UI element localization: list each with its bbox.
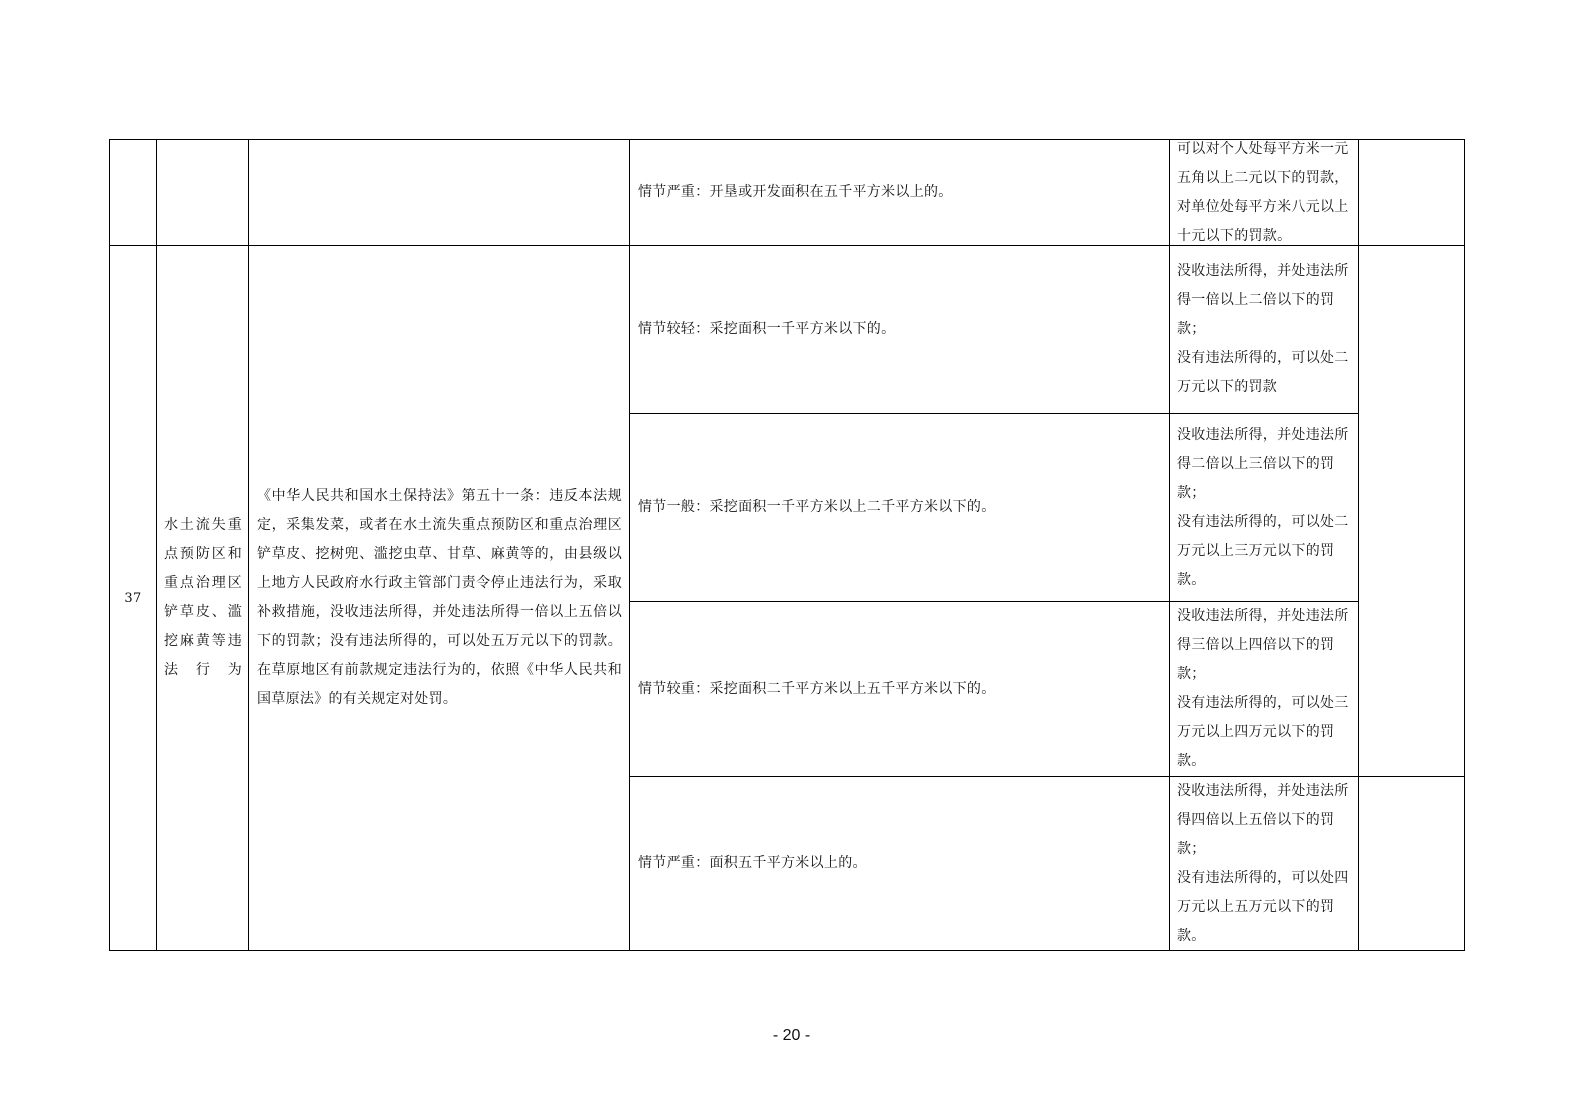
penalty-text: 没收违法所得，并处违法所得三倍以上四倍以下的罚款； 没有违法所得的，可以处三万元以上四万元以下的罚款。: [1177, 608, 1349, 769]
violation-name: 水土流失重点预防区和重点治理区铲草皮、滥挖麻黄等违法行为: [164, 517, 242, 678]
penalty-text: 没收违法所得，并处违法所得二倍以上三倍以下的罚款； 没有违法所得的，可以处二万元以上三万元以下的罚款。: [1177, 426, 1349, 588]
item-number: 37: [124, 590, 142, 606]
penalty-cell: [1170, 602, 1358, 776]
circumstance-cell: [630, 602, 1169, 776]
violation-name-cell: [157, 246, 248, 950]
legal-basis-cell: [249, 246, 629, 950]
penalty-text: 可以对个人处每平方米一元五角以上二元以下的罚款，对单位处每平方米八元以上十元以下的罚款。: [1177, 140, 1349, 244]
circumstance-cell: [630, 777, 1169, 950]
penalty-cell: [1170, 777, 1358, 950]
penalty-text: 没收违法所得，并处违法所得一倍以上二倍以下的罚款； 没有违法所得的，可以处二万元以下的罚款: [1177, 263, 1349, 395]
circumstance-cell: [630, 414, 1169, 601]
circumstance-text: 情节一般：采挖面积一千平方米以上二千平方米以下的。: [638, 499, 996, 515]
penalty-cell: [1170, 414, 1358, 601]
item-number-cell: [110, 246, 156, 950]
circumstance-text: 情节较重：采挖面积二千平方米以上五千平方米以下的。: [638, 680, 996, 697]
circumstance-text: 情节较轻：采挖面积一千平方米以下的。: [638, 321, 896, 337]
circumstance-text: 情节严重：面积五千平方米以上的。: [638, 855, 867, 871]
circumstance-cell: [630, 140, 1169, 245]
circumstance-text: 情节严重：开垦或开发面积在五千平方米以上的。: [638, 184, 953, 200]
column-divider: [1358, 139, 1359, 951]
table-border-right: [1464, 139, 1465, 951]
penalty-cell: [1170, 140, 1358, 245]
penalty-text: 没收违法所得，并处违法所得四倍以上五倍以下的罚款； 没有违法所得的，可以处四万元以上五万元以下的罚款。: [1177, 782, 1349, 944]
circumstance-cell: [630, 246, 1169, 413]
penalty-cell: [1170, 246, 1358, 413]
page-number: - 20 -: [772, 1027, 811, 1044]
legal-basis-text: 《中华人民共和国水土保持法》第五十一条：违反本法规定，采集发菜，或者在水土流失重点预防区和重点治理区铲草皮、挖树兜、滥挖虫草、甘草、麻黄等的，由县级以上地方人民政府水行政主管部门责令停止违法行为，采取补救措施，没收违法所得，并处违法所得一倍以上五倍以下的罚款；没有违法所得的，可以处五万元以下的罚款。在草原地区有前款规定违法行为的，依照《中华人民共和国草原法》的有关规定对处罚。: [257, 488, 622, 707]
